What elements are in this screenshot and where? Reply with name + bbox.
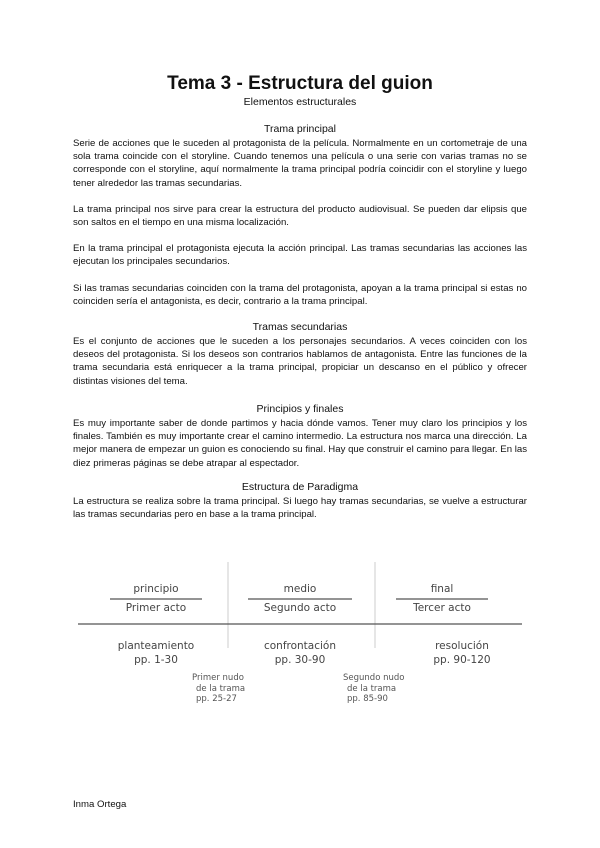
plot-point-2-line2: de la trama	[347, 683, 397, 694]
act-3-pages: pp. 90-120	[433, 654, 491, 666]
act-2-label: medio	[283, 583, 317, 595]
act-1-label: principio	[133, 583, 179, 595]
act-2-phase: confrontación	[263, 640, 337, 652]
page-subtitle: Elementos estructurales	[243, 96, 357, 108]
section-principios-finales	[73, 403, 527, 470]
plot-point-2	[343, 673, 404, 705]
plot-point-1-line2: de la trama	[196, 683, 246, 694]
footer-author: Inma Ortega	[73, 799, 127, 810]
act-2-pages: pp. 30-90	[274, 654, 326, 666]
paragraph: La estructura se realiza sobre la trama principal. Si luego hay tramas secundarias, se vuelve a estructurar las tramas secundarias pero en base a la trama principal.	[73, 496, 527, 521]
paragraph: Es muy importante saber de donde partimos y hacia dónde vamos. Tener muy claro los principios y los finales. También es muy importante crear el camino intermedio. La estructura nos marca una dirección. La mejor manera de empezar un guion es conociendo su final. Hay que construir el camino para llegar. En las diez primeras páginas se debe atrapar al espectador.	[73, 418, 527, 469]
section-heading: Trama principal	[264, 123, 336, 135]
paragraph: Serie de acciones que le suceden al protagonista de la película. Normalmente en un cortometraje de una sola trama coincide con el storyline. Cuando tenemos una película o una serie con varias tramas no se corresponde con el storyline, aquí normalmente la trama principal podría coincidir con el storyline y luego tener alrededor las tramas secundarias.	[73, 138, 527, 189]
section-heading: Tramas secundarias	[252, 321, 348, 333]
paradigm-diagram	[0, 560, 600, 720]
paragraph: Es el conjunto de acciones que le suceden a los personajes secundarios. A veces coinciden con los deseos del protagonista. Si los deseos son contrarios hablamos de antagonista. Entre las funciones de la trama secundaria está enriquecer a la trama principal, propiciar un descanso en el público y ofrecer distintas visiones del tema.	[73, 336, 527, 387]
act-3-name: Tercer acto	[413, 602, 471, 614]
plot-point-2-line3: pp. 85-90	[347, 694, 388, 704]
plot-point-1-line1: Primer nudo	[192, 673, 244, 683]
plot-point-1	[192, 673, 245, 705]
page-title: Tema 3 - Estructura del guion	[167, 73, 433, 94]
plot-point-1-line3: pp. 25-27	[196, 694, 237, 704]
act-3-phase: resolución	[435, 640, 489, 652]
section-tramas-secundarias	[73, 321, 527, 388]
plot-point-2-line1: Segundo nudo	[343, 673, 405, 683]
act-2-name: Segundo acto	[263, 602, 337, 614]
section-paradigma	[73, 481, 527, 521]
act-1-pages: pp. 1-30	[134, 654, 178, 666]
paragraph: En la trama principal el protagonista ejecuta la acción principal. Las tramas secundarias las acciones las ejecutan los principales secundarios.	[73, 243, 527, 268]
act-1-phase: planteamiento	[117, 640, 195, 652]
section-heading: Estructura de Paradigma	[241, 481, 359, 493]
act-1-name: Primer acto	[125, 602, 187, 614]
paragraph: La trama principal nos sirve para crear la estructura del producto audiovisual. Se pueden dar elipsis que son saltos en el tiempo en una misma localización.	[73, 203, 527, 229]
section-trama-principal	[73, 123, 527, 308]
section-heading: Principios y finales	[256, 403, 344, 415]
paragraph: Si las tramas secundarias coinciden con la trama del protagonista, apoyan a la trama principal si estas no coinciden sería el antagonista, es decir, contrario a la trama principal.	[73, 282, 527, 307]
act-3-label: final	[430, 583, 454, 595]
